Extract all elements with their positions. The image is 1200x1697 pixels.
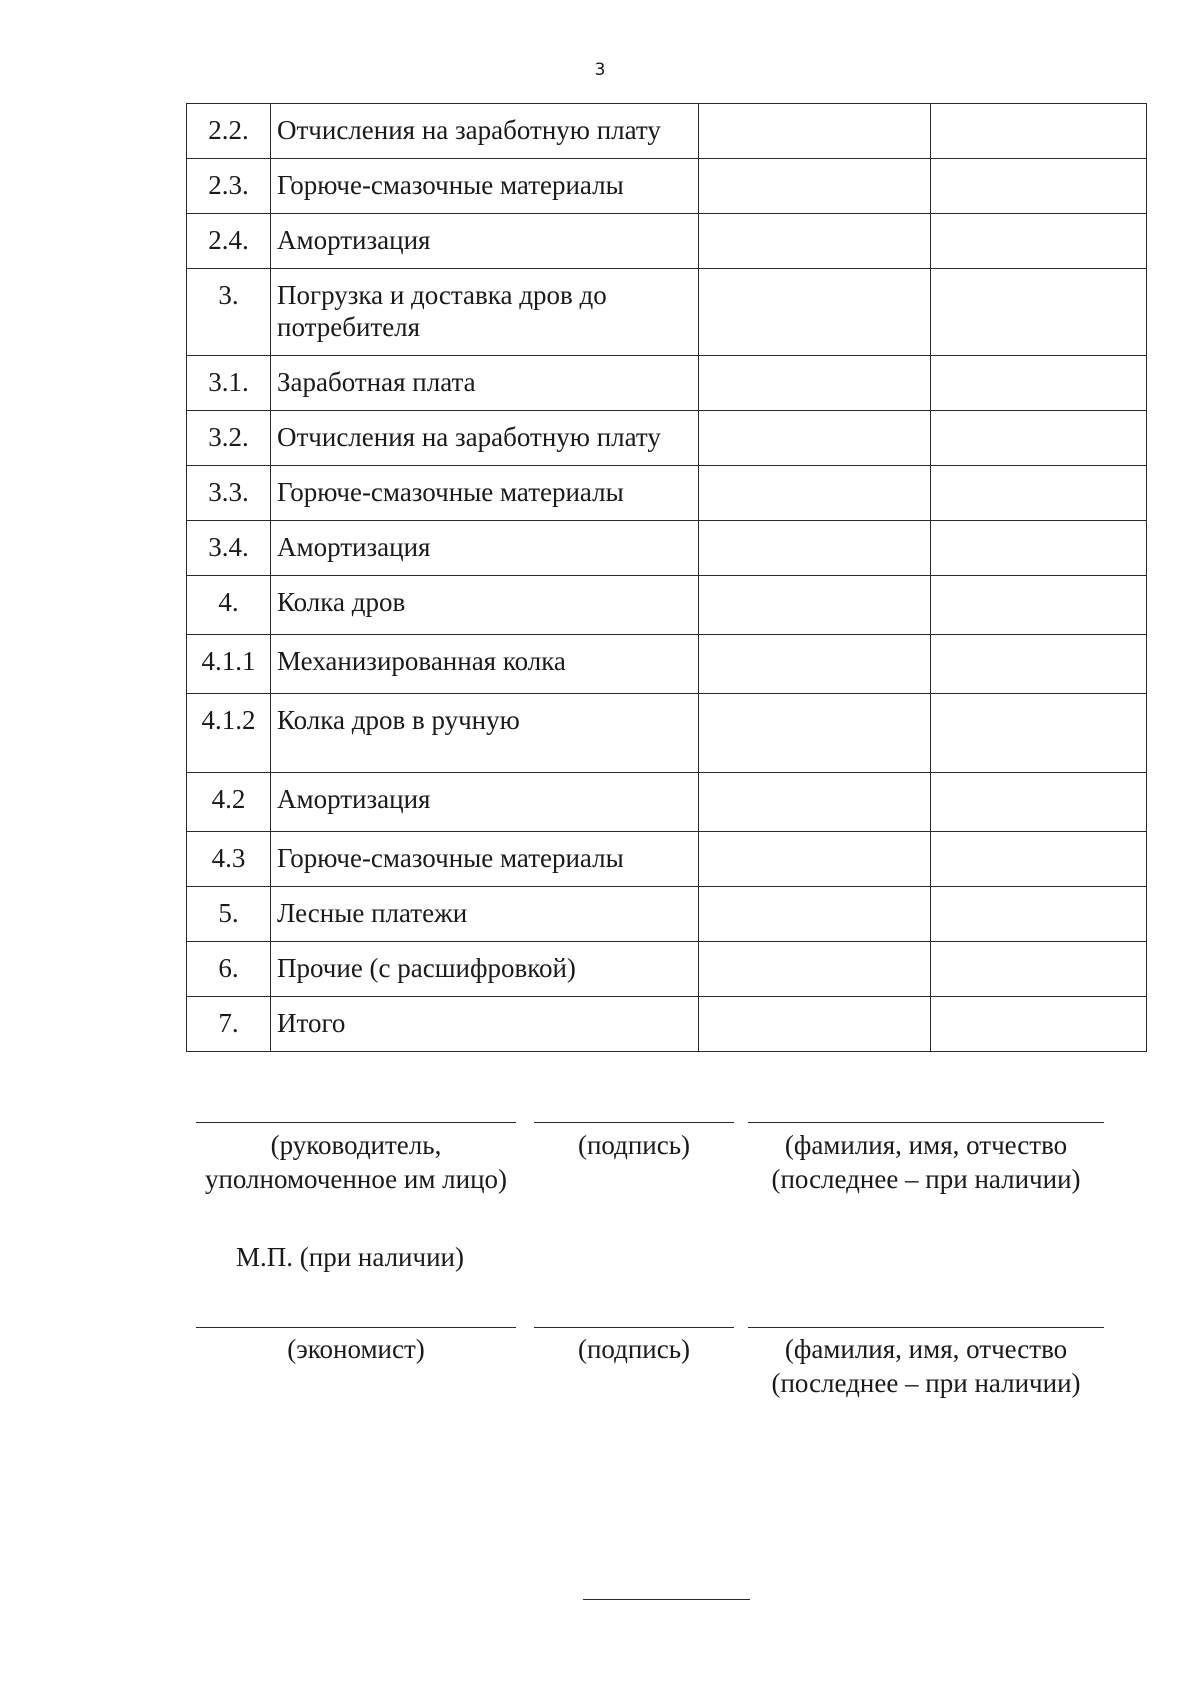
stamp-note: М.П. (при наличии)	[236, 1242, 464, 1272]
economist-role-line	[196, 1327, 516, 1328]
value-cell	[699, 832, 931, 887]
value-cell	[699, 269, 931, 356]
cost-calculation-table	[186, 103, 1147, 1052]
row-number: 2.4.	[187, 214, 271, 269]
economist-signature-caption: (подпись)	[577, 1334, 691, 1364]
row-number: 4.1.2	[187, 694, 271, 773]
row-label: Прочие (с расшифровкой)	[271, 942, 699, 997]
row-number: 4.	[187, 576, 271, 635]
value-cell	[931, 214, 1147, 269]
row-number: 3.	[187, 269, 271, 356]
row-label: Заработная плата	[271, 356, 699, 411]
row-label: Амортизация	[271, 521, 699, 576]
row-number: 4.3	[187, 832, 271, 887]
value-cell	[699, 576, 931, 635]
row-label: Горюче-смазочные материалы	[271, 466, 699, 521]
head-name-caption: (фамилия, имя, отчество (последнее – при наличии)	[771, 1130, 1081, 1194]
row-number: 3.1.	[187, 356, 271, 411]
row-label: Отчисления на заработную плату	[271, 411, 699, 466]
row-label: Колка дров	[271, 576, 699, 635]
row-number: 4.1.1	[187, 635, 271, 694]
row-number: 3.4.	[187, 521, 271, 576]
value-cell	[931, 773, 1147, 832]
value-cell	[699, 214, 931, 269]
row-label: Итого	[271, 997, 699, 1052]
value-cell	[699, 635, 931, 694]
value-cell	[931, 635, 1147, 694]
value-cell	[931, 411, 1147, 466]
table-row	[187, 997, 1147, 1052]
table-row	[187, 159, 1147, 214]
row-number: 5.	[187, 887, 271, 942]
head-role-caption: (руководитель, уполномоченное им лицо)	[204, 1130, 508, 1194]
row-label: Колка дров в ручную	[271, 694, 699, 773]
value-cell	[931, 466, 1147, 521]
row-number: 3.3.	[187, 466, 271, 521]
table-row	[187, 942, 1147, 997]
value-cell	[931, 576, 1147, 635]
value-cell	[699, 942, 931, 997]
row-label: Амортизация	[271, 214, 699, 269]
economist-name-caption: (фамилия, имя, отчество (последнее – при наличии)	[771, 1334, 1081, 1398]
row-number: 3.2.	[187, 411, 271, 466]
table-row	[187, 269, 1147, 356]
value-cell	[699, 521, 931, 576]
economist-name-line	[748, 1327, 1104, 1328]
value-cell	[699, 997, 931, 1052]
row-label: Лесные платежи	[271, 887, 699, 942]
economist-signature-line	[534, 1327, 734, 1328]
table-row	[187, 104, 1147, 159]
value-cell	[931, 832, 1147, 887]
page-number: 3	[594, 60, 606, 80]
table-row	[187, 521, 1147, 576]
head-signature-caption: (подпись)	[577, 1130, 691, 1160]
table-row	[187, 694, 1147, 773]
value-cell	[699, 104, 931, 159]
value-cell	[699, 159, 931, 214]
head-role-line	[196, 1122, 516, 1123]
value-cell	[931, 997, 1147, 1052]
value-cell	[931, 887, 1147, 942]
value-cell	[931, 356, 1147, 411]
value-cell	[699, 887, 931, 942]
value-cell	[931, 269, 1147, 356]
value-cell	[931, 521, 1147, 576]
row-number: 4.2	[187, 773, 271, 832]
table-row	[187, 411, 1147, 466]
value-cell	[699, 694, 931, 773]
table-row	[187, 887, 1147, 942]
row-number: 7.	[187, 997, 271, 1052]
row-number: 2.2.	[187, 104, 271, 159]
value-cell	[699, 773, 931, 832]
table-row	[187, 214, 1147, 269]
row-number: 2.3.	[187, 159, 271, 214]
economist-role-caption: (экономист)	[287, 1334, 425, 1364]
head-name-line	[748, 1122, 1104, 1123]
row-label: Погрузка и доставка дров до потребителя	[271, 269, 699, 356]
value-cell	[699, 411, 931, 466]
value-cell	[931, 942, 1147, 997]
value-cell	[931, 159, 1147, 214]
table-row	[187, 466, 1147, 521]
row-label: Механизированная колка	[271, 635, 699, 694]
table-row	[187, 356, 1147, 411]
table-row	[187, 832, 1147, 887]
row-label: Горюче-смазочные материалы	[271, 159, 699, 214]
row-label: Горюче-смазочные материалы	[271, 832, 699, 887]
value-cell	[931, 104, 1147, 159]
row-label: Амортизация	[271, 773, 699, 832]
value-cell	[931, 694, 1147, 773]
row-number: 6.	[187, 942, 271, 997]
table-row	[187, 576, 1147, 635]
row-label: Отчисления на заработную плату	[271, 104, 699, 159]
table-row	[187, 773, 1147, 832]
footer-rule	[583, 1599, 750, 1600]
value-cell	[699, 466, 931, 521]
table-row	[187, 635, 1147, 694]
head-signature-line	[534, 1122, 734, 1123]
value-cell	[699, 356, 931, 411]
